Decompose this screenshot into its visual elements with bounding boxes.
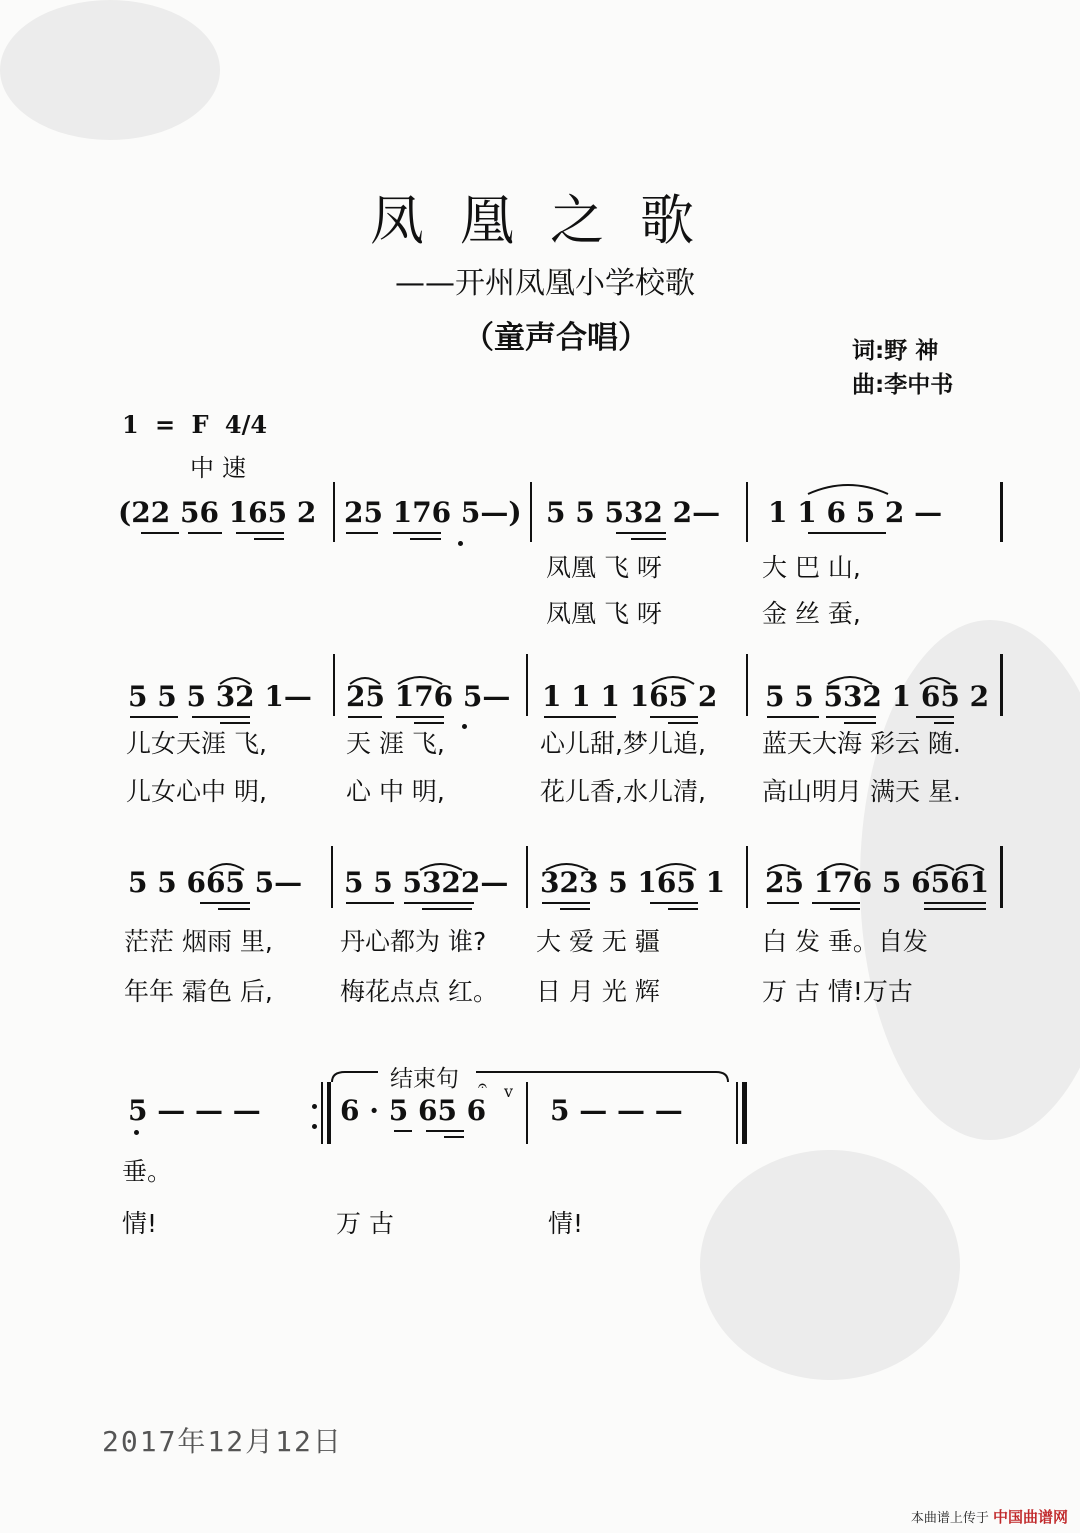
- slur-arc: [210, 864, 244, 870]
- lyrics-verse-2: 高山明月 满天 星.: [762, 777, 961, 806]
- slur-arc: [652, 677, 694, 684]
- measure-notes: 5 5 532 2—: [546, 496, 721, 529]
- measure-notes: 5 5 5 32 1—: [128, 680, 312, 713]
- lyrics-verse-2: 花儿香,水儿清,: [540, 777, 706, 806]
- lyrics-verse-2: 梅花点点 红。: [340, 977, 498, 1006]
- measure-notes: 1 1 6 5 2 —: [768, 496, 943, 529]
- lyrics-verse-2: 万 古 情!万古: [762, 977, 913, 1006]
- measure-notes: 25 176 5 6561: [765, 866, 990, 899]
- lyrics-verse-2: 金 丝 蚕,: [762, 599, 861, 628]
- lyrics-verse-1: 儿女天涯 飞,: [126, 729, 267, 758]
- measure-notes: 5 5 532 1 65 2: [765, 680, 990, 713]
- song-title: 凤凰之歌: [370, 189, 730, 252]
- upload-watermark: [911, 1506, 1068, 1527]
- slur-arc: [420, 864, 462, 870]
- slur-arc: [956, 865, 984, 870]
- slur-arc: [546, 864, 588, 870]
- slur-arc: [920, 678, 950, 684]
- date-stamp: 2017年12月12日: [102, 1425, 343, 1458]
- coda-label: 结束句: [390, 1066, 459, 1092]
- site-logo: 中国曲谱网: [992, 1508, 1068, 1526]
- lyrics-verse-2: 情!: [548, 1209, 584, 1238]
- measure-notes: 25 176 5—): [344, 496, 522, 529]
- slur-arc: [656, 864, 696, 870]
- voice-type: （童声合唱）: [463, 320, 649, 356]
- fermata-icon: 𝄐: [478, 1076, 487, 1095]
- lyrics-verse-1: 心儿甜,梦儿追,: [540, 729, 706, 758]
- slur-arc: [350, 678, 380, 684]
- song-subtitle: ——开州凤凰小学校歌: [395, 266, 695, 301]
- measure-notes: 1 1 1 165 2: [542, 680, 718, 713]
- lyrics-verse-2: 情!: [122, 1209, 158, 1238]
- lyricist-credit: 词:野 神: [852, 338, 939, 364]
- slur-arc: [926, 865, 954, 870]
- lyrics-verse-2: 心 中 明,: [346, 777, 445, 806]
- slur-arc: [824, 864, 858, 870]
- slur-arc: [220, 678, 250, 684]
- lyrics-verse-1: 蓝天大海 彩云 随.: [762, 729, 961, 758]
- slur-arc: [828, 677, 872, 684]
- lyrics-verse-2: 凤凰 飞 呀: [546, 599, 662, 628]
- measure-notes: 323 5 165 1: [540, 866, 726, 899]
- lyrics-verse-2: 万 古: [336, 1209, 394, 1238]
- lyrics-verse-1: 大 爱 无 疆: [536, 927, 660, 956]
- measure-notes: 5 5 665 5—: [128, 866, 303, 899]
- lyrics-verse-2: 年年 霜色 后,: [124, 977, 273, 1006]
- composer-credit: 曲:李中书: [852, 372, 954, 398]
- slur-arc: [768, 865, 796, 870]
- measure-notes: (22 56 165 2: [118, 496, 317, 529]
- key-signature: 1 = F 4/4: [122, 410, 268, 439]
- measure-notes: 5 — — —: [550, 1094, 683, 1127]
- slur-arc: [808, 485, 888, 494]
- measure-notes: 6 · 5 65 6: [340, 1094, 487, 1127]
- lyrics-verse-2: 日 月 光 辉: [536, 977, 660, 1006]
- slur-arc: [398, 677, 442, 684]
- lyrics-verse-1: 垂。: [122, 1157, 173, 1186]
- measure-notes: 5 5 5322—: [344, 866, 509, 899]
- lyrics-verse-2: 儿女心中 明,: [126, 777, 267, 806]
- lyrics-verse-1: 丹心都为 谁?: [340, 927, 487, 956]
- measure-notes: 25 176 5—: [346, 680, 511, 713]
- lyrics-verse-1: 大 巴 山,: [762, 553, 861, 582]
- lyrics-verse-1: 天 涯 飞,: [346, 729, 445, 758]
- lyrics-verse-1: 凤凰 飞 呀: [546, 553, 662, 582]
- lyrics-verse-1: 白 发 垂。自发: [762, 927, 928, 956]
- watermark-prefix: 本曲谱上传于: [910, 1511, 989, 1526]
- tempo-marking: 中速: [190, 454, 254, 482]
- lyrics-verse-1: 茫茫 烟雨 里,: [124, 927, 273, 956]
- measure-notes: 5 — — —: [128, 1094, 261, 1127]
- breath-mark-icon: v: [504, 1082, 514, 1101]
